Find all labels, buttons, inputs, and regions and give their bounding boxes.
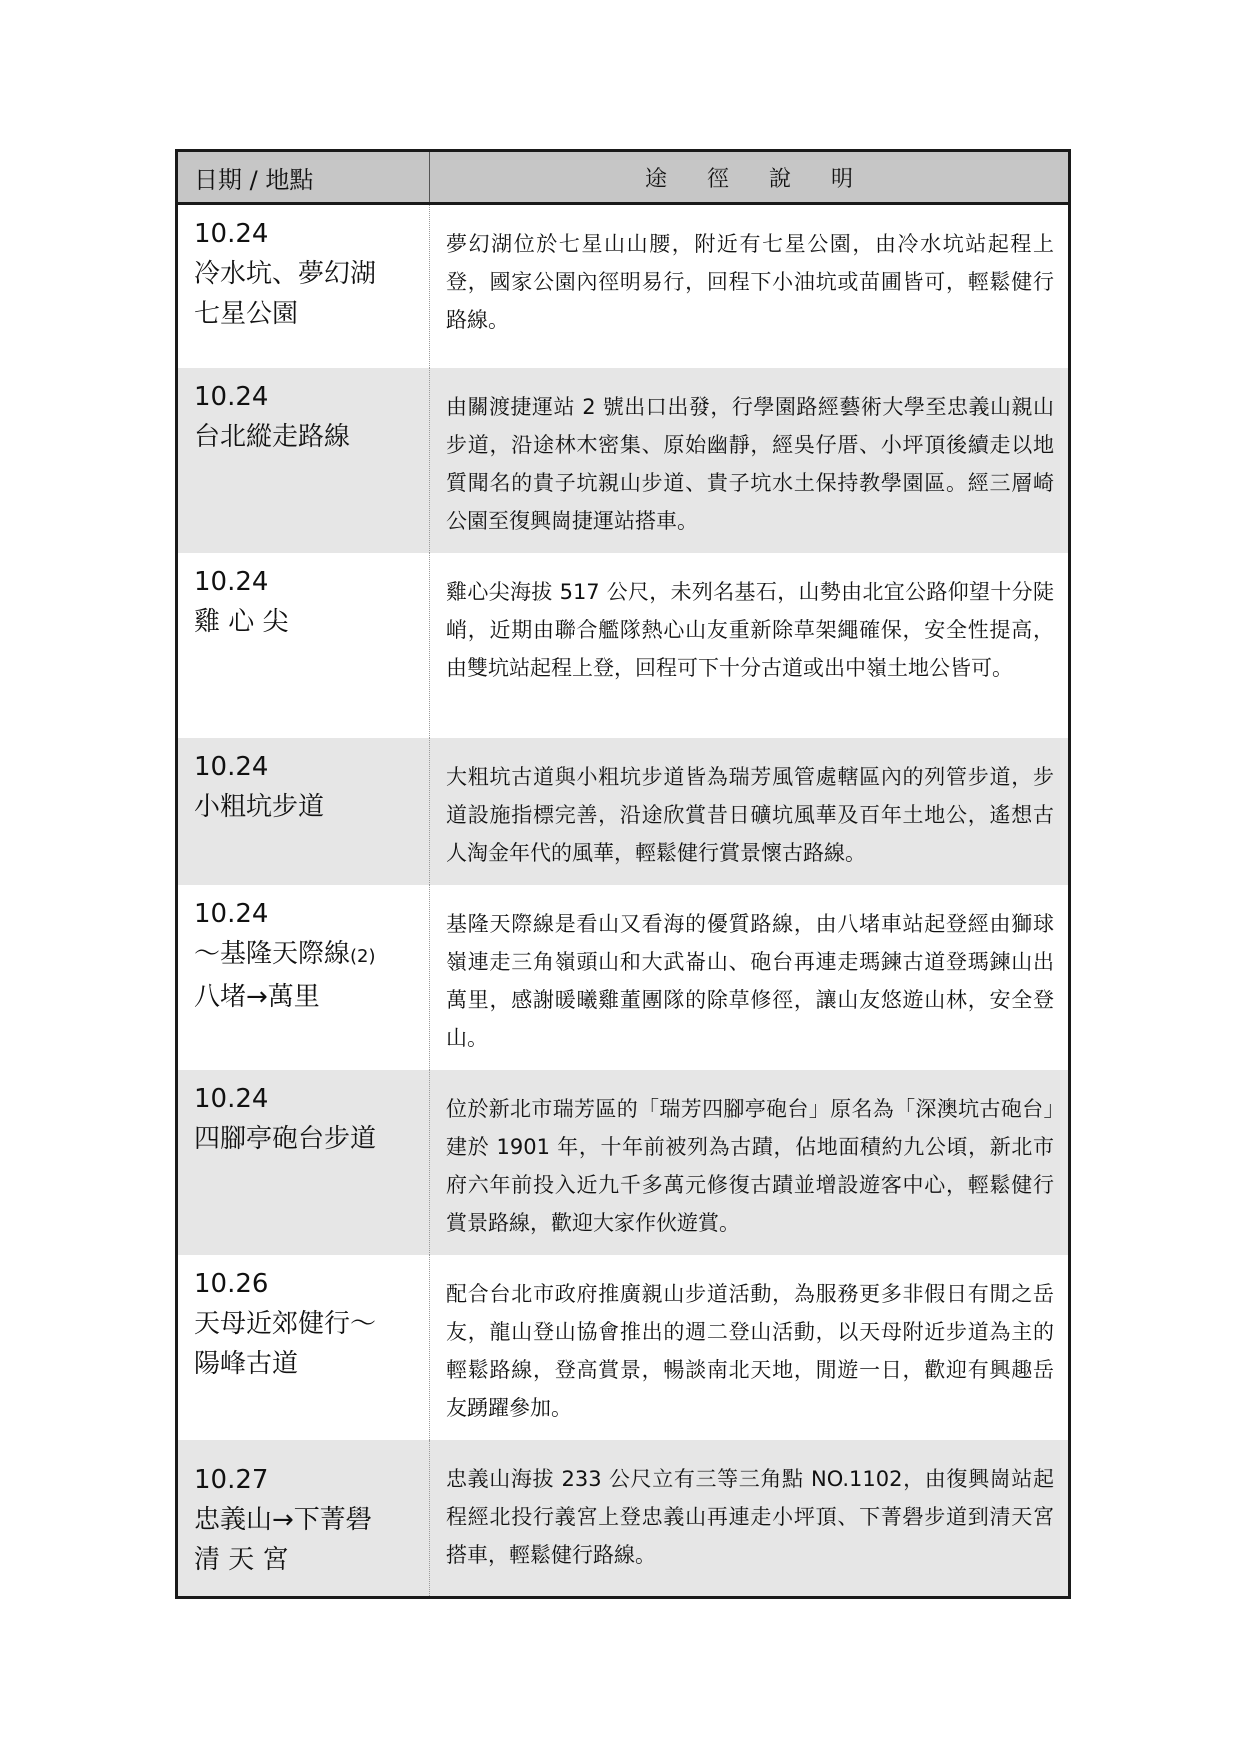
row-place: 雞 心 尖 bbox=[194, 607, 289, 637]
row-place: 小粗坑步道 bbox=[194, 792, 325, 822]
row-date: 10.27 bbox=[194, 1465, 269, 1495]
row-description: 大粗坑古道與小粗坑步道皆為瑞芳風管處轄區內的列管步道，步道設施指標完善，沿途欣賞昔日礦坑風華及百年土地公，遙想古人淘金年代的風華，輕鬆健行賞景懷古路線。 bbox=[446, 765, 1054, 865]
row-description: 夢幻湖位於七星山山腰，附近有七星公園，由冷水坑站起程上登，國家公園內徑明易行，回程下小油坑或苗圃皆可，輕鬆健行路線。 bbox=[446, 232, 1054, 332]
row-date: 10.24 bbox=[194, 752, 269, 782]
row-place-line2: 清 天 宮 bbox=[194, 1545, 289, 1575]
table-row bbox=[178, 1255, 1068, 1440]
row-date: 10.24 bbox=[194, 567, 269, 597]
table-row bbox=[178, 368, 1068, 553]
row-place-line2: 八堵→萬里 bbox=[194, 982, 320, 1012]
table-row bbox=[178, 738, 1068, 885]
header-route-description: 途徑說明 bbox=[644, 166, 893, 192]
row-description: 配合台北市政府推廣親山步道活動，為服務更多非假日有閒之岳友，龍山登山協會推出的週二登山活動，以天母附近步道為主的輕鬆路線，登高賞景，暢談南北天地，閒遊一日，歡迎有興趣岳友踴躍參加。 bbox=[446, 1282, 1054, 1420]
row-description: 位於新北市瑞芳區的「瑞芳四腳亭砲台」原名為「深澳坑古砲台」建於 1901 年，十年前被列為古蹟，佔地面積約九公頃，新北市府六年前投入近九千多萬元修復古蹟並增設遊客中心，輕鬆健行賞景路線，歡迎大家作伙遊賞。 bbox=[446, 1097, 1054, 1235]
table-header bbox=[178, 152, 1068, 205]
date-place-cell bbox=[178, 1070, 430, 1255]
header-date-place: 日期 / 地點 bbox=[178, 152, 430, 202]
date-place-cell bbox=[178, 1255, 430, 1440]
row-place: 台北縱走路線 bbox=[194, 422, 351, 452]
row-description: 雞心尖海拔 517 公尺，未列名基石，山勢由北宜公路仰望十分陡峭，近期由聯合艦隊熱心山友重新除草架繩確保，安全性提高，由雙坑站起程上登，回程可下十分古道或出中嶺土地公皆可。 bbox=[446, 580, 1054, 680]
row-description: 忠義山海拔 233 公尺立有三等三角點 NO.1102，由復興崗站起程經北投行義宮上登忠義山再連走小坪頂、下菁礐步道到清天宮搭車，輕鬆健行路線。 bbox=[446, 1467, 1054, 1567]
row-description: 由關渡捷運站 2 號出口出發，行學園路經藝術大學至忠義山親山步道，沿途林木密集、原始幽靜，經吳仔厝、小坪頂後續走以地質聞名的貴子坑親山步道、貴子坑水土保持教學園區。經三層崎公園至復興崗捷運站搭車。 bbox=[446, 395, 1054, 533]
date-place-cell bbox=[178, 368, 430, 553]
row-place: 四腳亭砲台步道 bbox=[194, 1124, 377, 1154]
table-row bbox=[178, 205, 1068, 368]
row-place bbox=[194, 934, 429, 977]
date-place-cell bbox=[178, 885, 430, 1070]
row-date: 10.26 bbox=[194, 1269, 269, 1299]
table-row bbox=[178, 1440, 1068, 1596]
date-place-cell bbox=[178, 205, 430, 368]
date-place-cell bbox=[178, 738, 430, 885]
table-row bbox=[178, 553, 1068, 738]
row-date: 10.24 bbox=[194, 382, 269, 412]
date-place-cell bbox=[178, 553, 430, 738]
table-row bbox=[178, 885, 1068, 1070]
row-place-suffix: (2) bbox=[350, 946, 376, 967]
row-date: 10.24 bbox=[194, 219, 269, 249]
row-date: 10.24 bbox=[194, 899, 269, 929]
row-place-line2: 七星公園 bbox=[194, 299, 299, 329]
date-place-cell bbox=[178, 1440, 430, 1596]
row-date: 10.24 bbox=[194, 1084, 269, 1114]
row-place: 冷水坑、夢幻湖 bbox=[194, 259, 377, 289]
row-place: 忠義山→下菁礐 bbox=[194, 1505, 372, 1535]
row-place-line2: 陽峰古道 bbox=[194, 1349, 299, 1379]
row-place: 天母近郊健行～ bbox=[194, 1309, 377, 1339]
row-place-text: ～基隆天際線 bbox=[194, 939, 351, 969]
row-description: 基隆天際線是看山又看海的優質路線，由八堵車站起登經由獅球嶺連走三角嶺頭山和大武崙山、砲台再連走瑪鍊古道登瑪鍊山出萬里，感謝暖曦雞董團隊的除草修徑，讓山友悠遊山林，安全登山。 bbox=[446, 912, 1054, 1050]
trail-table bbox=[175, 149, 1071, 1599]
table-row bbox=[178, 1070, 1068, 1255]
